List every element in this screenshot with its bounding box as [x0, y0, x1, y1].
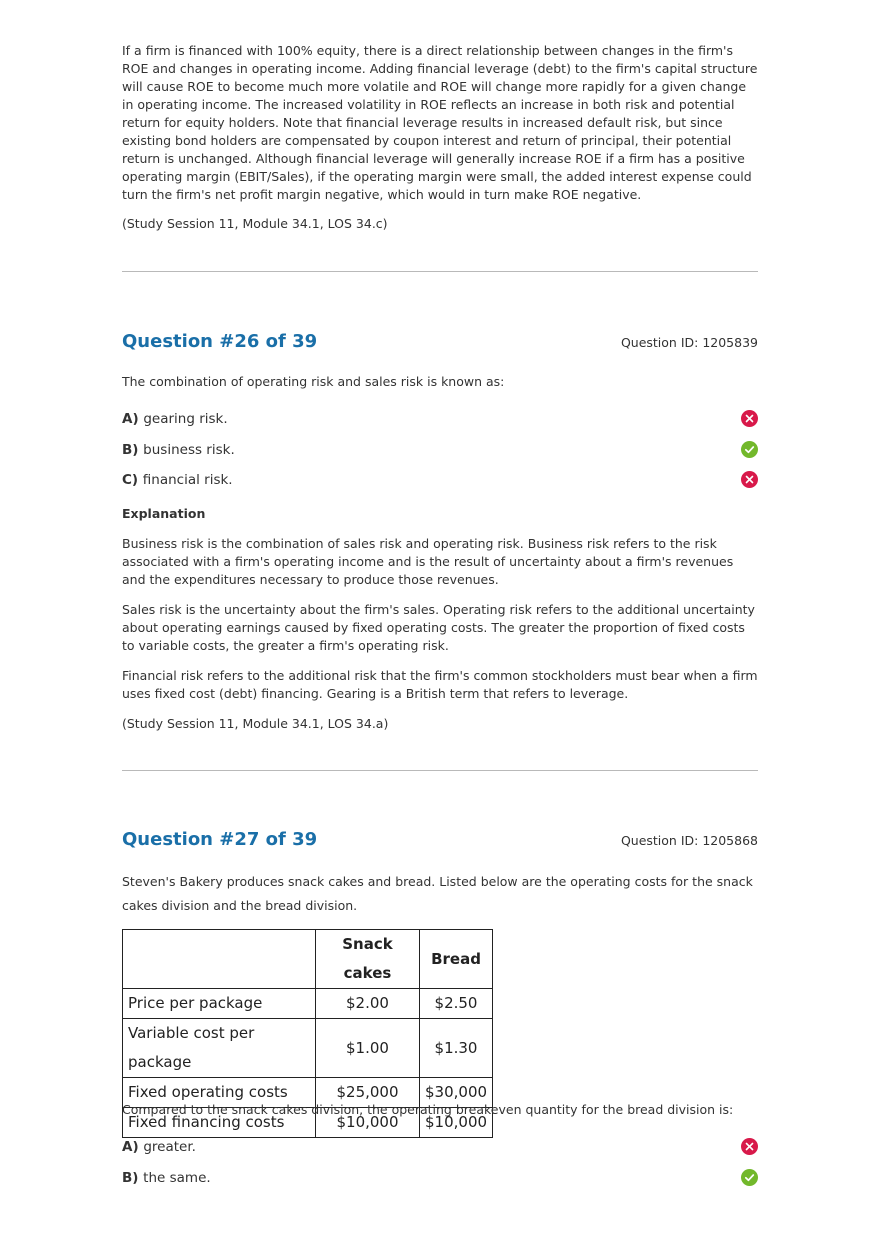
question-id: Question ID: 1205868	[620, 833, 758, 848]
answer-option-a	[122, 1138, 758, 1156]
question-stem: Steven's Bakery produces snack cakes and bread. Listed below are the operating costs for the snack cakes division and the bread division.	[122, 874, 753, 913]
table-cell: $25,000	[316, 1078, 420, 1108]
answer-option-a	[122, 410, 758, 428]
explanation-paragraph: Sales risk is the uncertainty about the firm's sales. Operating risk refers to the additional uncertainty about operating earnings caused by fixed operating costs. The greater the proportion of fixed costs to variable costs, the greater a firm's operating risk.	[122, 602, 755, 653]
table-header-row	[123, 930, 493, 989]
explanation-paragraph: Financial risk refers to the additional risk that the firm's common stockholders must bear when a firm uses fixed cost (debt) financing. Gearing is a British term that refers to leverage.	[122, 668, 758, 701]
table-row	[123, 1019, 493, 1078]
correct-check-icon	[741, 1169, 758, 1186]
correct-check-icon	[741, 441, 758, 458]
table-header-cell: Snack cakes	[316, 930, 420, 989]
explanation-body	[122, 535, 758, 733]
answer-option-b	[122, 1169, 758, 1187]
option-letter: A)	[122, 1139, 144, 1155]
table-cell: Fixed operating costs	[123, 1078, 316, 1108]
option-text: business risk.	[143, 442, 235, 458]
explanation-paragraph: Business risk is the combination of sales risk and operating risk. Business risk refers to the risk associated with a firm's operating income and is the result of uncertainty about a firm's revenues and the expenditures necessary to produce those revenues.	[122, 536, 734, 587]
los-reference: (Study Session 11, Module 34.1, LOS 34.a)	[122, 716, 389, 731]
table-cell: $10,000	[316, 1108, 420, 1138]
question-title: Question #27 of 39	[122, 829, 318, 850]
question-divider	[122, 770, 758, 771]
table-header-cell: Bread	[420, 930, 493, 989]
question-header	[122, 330, 758, 354]
table-cell: $2.50	[420, 989, 493, 1019]
question-stem: The combination of operating risk and sales risk is known as:	[122, 374, 505, 389]
option-letter: B)	[122, 442, 144, 458]
table-row	[123, 989, 493, 1019]
option-letter: B)	[122, 1170, 144, 1186]
los-reference: (Study Session 11, Module 34.1, LOS 34.c)	[122, 216, 388, 231]
explanation-paragraph: If a firm is financed with 100% equity, there is a direct relationship between changes in the firm's ROE and changes in operating income. Adding financial leverage (debt) to the firm's capital structure will cause ROE to become much more volatile and ROE will change more rapidly for a given change in operating income. The increased volatility in ROE reflects an increase in both risk and potential return for equity holders. Note that financial leverage results in increased default risk, but since existing bond holders are compensated by coupon interest and return of principal, their potential return is unchanged. Although financial leverage will generally increase ROE if a firm has a positive operating margin (EBIT/Sales), if the operating margin were small, the added interest expense could turn the firm's net profit margin negative, which would in turn make ROE negative.	[122, 43, 758, 202]
table-cell: $1.00	[316, 1019, 420, 1078]
table-cell: $2.00	[316, 989, 420, 1019]
table-header-cell	[123, 930, 316, 989]
question-header	[122, 828, 758, 852]
table-cell: Variable cost per package	[123, 1019, 316, 1078]
question-id: Question ID: 1205839	[620, 335, 758, 350]
question-title: Question #26 of 39	[122, 331, 318, 352]
option-text: financial risk.	[142, 472, 233, 488]
table-cell: $30,000	[420, 1078, 493, 1108]
question-divider	[122, 271, 758, 272]
option-text: the same.	[143, 1170, 211, 1186]
table-cell: Fixed financing costs	[123, 1108, 316, 1138]
option-letter: C)	[122, 472, 143, 488]
option-text: greater.	[143, 1139, 196, 1155]
incorrect-icon	[741, 1138, 758, 1155]
option-text: gearing risk.	[143, 411, 228, 427]
answer-option-c	[122, 471, 758, 489]
question-prompt: Compared to the snack cakes division, the operating breakeven quantity for the bread division is:	[122, 1102, 734, 1117]
table-cell: $10,000	[420, 1108, 493, 1138]
incorrect-icon	[741, 471, 758, 488]
explanation-heading: Explanation	[122, 506, 206, 521]
previous-explanation	[122, 42, 758, 233]
table-cell: Price per package	[123, 989, 316, 1019]
option-letter: A)	[122, 411, 144, 427]
incorrect-icon	[741, 410, 758, 427]
answer-option-b	[122, 441, 758, 459]
table-cell: $1.30	[420, 1019, 493, 1078]
